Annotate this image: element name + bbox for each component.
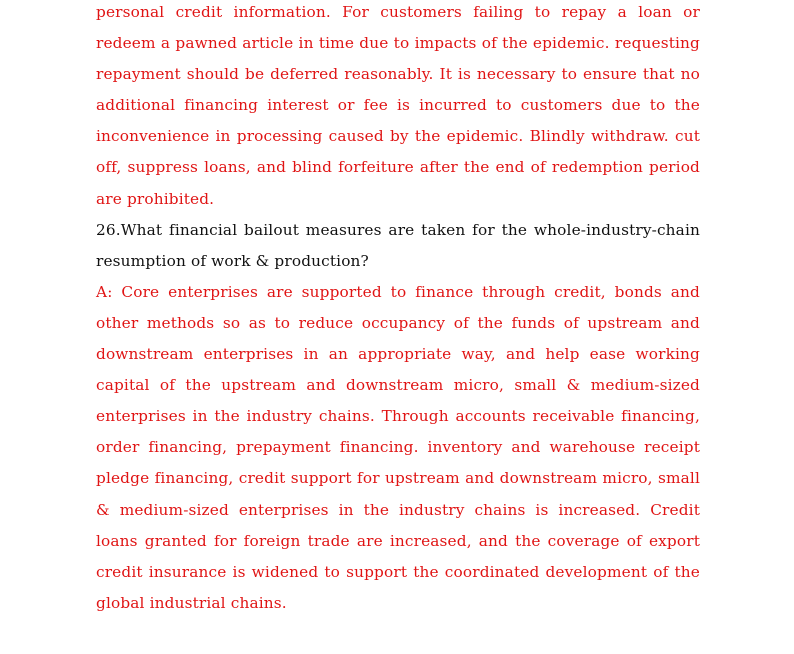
answer-26-paragraph: A: Core enterprises are supported to finance through credit, bonds and other methods so as to reduce occupancy of the funds of upstream and downstream enterprises in an appropriate way, and help ease working capital of the upstream and downstream micro, small & medium-sized enterprises in the industry chains. Through accounts receivable financing, order financing, prepayment financing. inventory and warehouse receipt pledge financing, credit support for upstream and downstream micro, small & medium-sized enterprises in the industry chains is increased. Credit loans granted for foreign trade are increased, and the coverage of export credit insurance is widened to support the coordinated development of the global industrial chains.	[96, 282, 700, 612]
question-26-heading: 26.What financial bailout measures are taken for the whole-industry-chain resumption of work & production?	[96, 220, 700, 270]
previous-answer-paragraph: personal credit information. For customers failing to repay a loan or redeem a pawned article in time due to impacts of the epidemic. requesting repayment should be deferred reasonably. It is necessary to ensure that no additional financing interest or fee is incurred to customers due to the inconvenience in processing caused by the epidemic. Blindly withdraw. cut off, suppress loans, and blind forfeiture after the end of redemption period are prohibited.	[96, 3, 700, 208]
document-page	[96, 0, 700, 619]
